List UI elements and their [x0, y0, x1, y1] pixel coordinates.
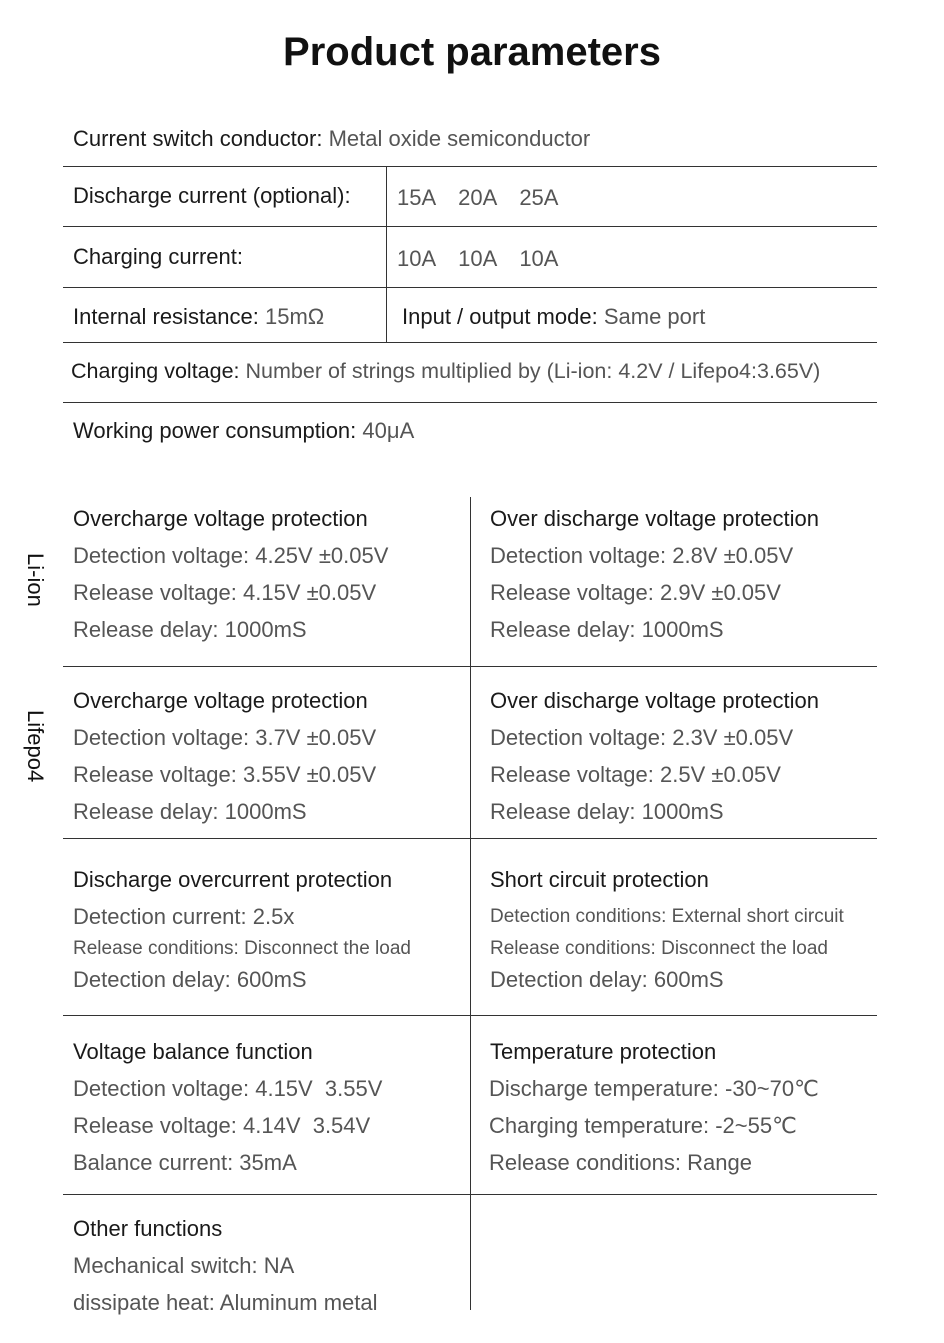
- lifepo4-overdischarge-delay: Release delay: 1000mS: [490, 799, 724, 824]
- temperature-charging: Charging temperature: -2~55℃: [489, 1113, 797, 1138]
- charging-voltage-label: Charging voltage:: [71, 359, 240, 383]
- charging-value: 10A: [519, 246, 559, 271]
- short-circuit-delay: Detection delay: 600mS: [490, 967, 724, 992]
- power-consumption-value: 40μA: [362, 418, 415, 443]
- liion-overcharge-title: Overcharge voltage protection: [73, 506, 368, 531]
- divider: [63, 666, 877, 667]
- io-mode-label: Input / output mode:: [402, 304, 598, 329]
- short-circuit-detection: Detection conditions: External short circuit: [490, 906, 844, 927]
- switch-conductor-label: Current switch conductor:: [73, 126, 323, 151]
- power-consumption-label: Working power consumption:: [73, 418, 357, 443]
- charging-current-label: Charging current:: [73, 244, 243, 269]
- short-circuit-release: Release conditions: Disconnect the load: [490, 938, 828, 959]
- liion-overdischarge-detection: Detection voltage: 2.8V ±0.05V: [490, 543, 794, 568]
- liion-overdischarge-release: Release voltage: 2.9V ±0.05V: [490, 580, 781, 605]
- other-dissipate-heat: dissipate heat: Aluminum metal: [73, 1290, 378, 1315]
- lifepo4-side-label: Lifepo4: [23, 710, 48, 783]
- discharge-current-label: Discharge current (optional):: [73, 183, 351, 208]
- temperature-release: Release conditions: Range: [489, 1150, 752, 1175]
- internal-resistance-row: [73, 304, 324, 330]
- overcurrent-release: Release conditions: Disconnect the load: [73, 938, 411, 959]
- balance-title: Voltage balance function: [73, 1039, 313, 1064]
- temperature-title: Temperature protection: [490, 1039, 717, 1064]
- overcurrent-detection: Detection current: 2.5x: [73, 904, 295, 929]
- divider: [63, 402, 877, 403]
- lifepo4-overdischarge-detection: Detection voltage: 2.3V ±0.05V: [490, 725, 794, 750]
- charging-value: 10A: [458, 246, 498, 271]
- temperature-discharge: Discharge temperature: -30~70℃: [489, 1076, 819, 1101]
- overcurrent-delay: Detection delay: 600mS: [73, 967, 307, 992]
- power-consumption-row: [73, 418, 414, 444]
- divider: [63, 1015, 877, 1016]
- column-divider: [386, 166, 387, 342]
- liion-overcharge-detection: Detection voltage: 4.25V ±0.05V: [73, 543, 389, 568]
- divider: [63, 838, 877, 839]
- discharge-value: 20A: [458, 185, 498, 210]
- liion-overcharge-release: Release voltage: 4.15V ±0.05V: [73, 580, 377, 605]
- liion-overcharge-delay: Release delay: 1000mS: [73, 617, 307, 642]
- charging-value: 10A: [397, 246, 437, 271]
- liion-overdischarge-delay: Release delay: 1000mS: [490, 617, 724, 642]
- short-circuit-title: Short circuit protection: [490, 867, 709, 892]
- lifepo4-overcharge-title: Overcharge voltage protection: [73, 688, 368, 713]
- divider: [63, 287, 877, 288]
- divider: [63, 342, 877, 343]
- charging-voltage-value: Number of strings multiplied by (Li-ion: 4.2V / Lifepo4:3.65V): [245, 359, 821, 383]
- balance-detection: Detection voltage: 4.15V 3.55V: [73, 1076, 383, 1101]
- internal-resistance-label: Internal resistance:: [73, 304, 259, 329]
- lifepo4-overcharge-release: Release voltage: 3.55V ±0.05V: [73, 762, 377, 787]
- grid-column-divider: [470, 497, 471, 1310]
- io-mode-value: Same port: [603, 304, 706, 329]
- lifepo4-overdischarge-release: Release voltage: 2.5V ±0.05V: [490, 762, 781, 787]
- overcurrent-title: Discharge overcurrent protection: [73, 867, 393, 892]
- discharge-value: 25A: [519, 185, 559, 210]
- divider: [63, 226, 877, 227]
- divider: [63, 1194, 877, 1195]
- li-ion-side-label: Li-ion: [23, 553, 48, 607]
- divider: [63, 166, 877, 167]
- other-mechanical-switch: Mechanical switch: NA: [73, 1253, 295, 1278]
- balance-release: Release voltage: 4.14V 3.54V: [73, 1113, 371, 1138]
- other-functions-title: Other functions: [73, 1216, 223, 1241]
- lifepo4-overdischarge-title: Over discharge voltage protection: [490, 688, 819, 713]
- switch-conductor-row: [73, 126, 590, 152]
- liion-overdischarge-title: Over discharge voltage protection: [490, 506, 819, 531]
- discharge-current-values: [397, 185, 580, 211]
- charging-current-values: [397, 246, 580, 272]
- lifepo4-overcharge-delay: Release delay: 1000mS: [73, 799, 307, 824]
- io-mode-row: [402, 304, 705, 330]
- balance-current: Balance current: 35mA: [73, 1150, 297, 1175]
- lifepo4-overcharge-detection: Detection voltage: 3.7V ±0.05V: [73, 725, 377, 750]
- discharge-value: 15A: [397, 185, 437, 210]
- internal-resistance-value: 15mΩ: [265, 304, 325, 329]
- switch-conductor-value: Metal oxide semiconductor: [328, 126, 591, 151]
- charging-voltage-row: [71, 359, 820, 384]
- page-title: Product parameters: [283, 30, 661, 74]
